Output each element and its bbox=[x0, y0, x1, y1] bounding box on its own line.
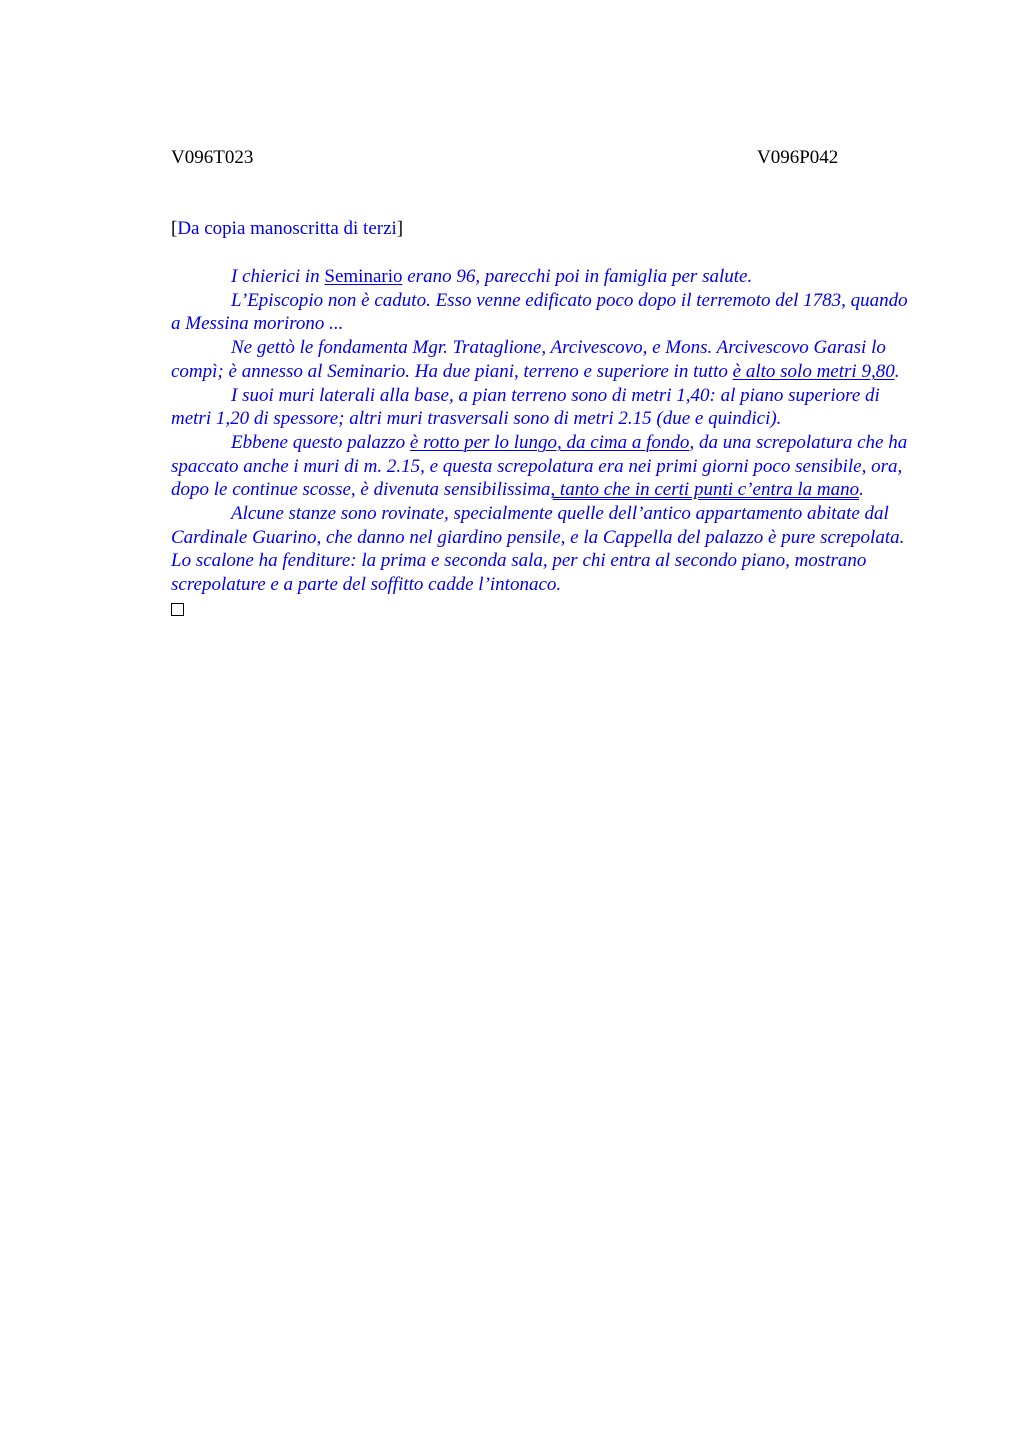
paragraph-4-text: I suoi muri laterali alla base, a pian terreno sono di metri 1,40: al piano superiore di metri 1,20 di spessore; altri muri trasversali sono di metri 2.15 (due e quindici). bbox=[171, 384, 880, 430]
transcription-body bbox=[171, 265, 919, 597]
double-underlined-hand-phrase: , tanto che in certi punti c’entra la mano bbox=[550, 479, 860, 501]
paragraph-4 bbox=[171, 384, 919, 431]
underlined-seminario: Seminario bbox=[324, 266, 403, 287]
source-note-close-bracket: ] bbox=[396, 218, 404, 239]
source-note-open-bracket: [ bbox=[171, 218, 178, 239]
source-note bbox=[171, 217, 919, 241]
volume-code-right: V096P042 bbox=[757, 147, 839, 168]
underlined-crack-phrase: è rotto per lo lungo, da cima a fondo bbox=[409, 431, 690, 453]
paragraph-6 bbox=[171, 502, 919, 597]
paragraph-1-text: I chierici in bbox=[231, 266, 325, 287]
header-row bbox=[171, 146, 919, 170]
paragraph-1 bbox=[171, 265, 919, 289]
paragraph-3-text: Ne gettò le fondamenta Mgr. Trataglione, Arcivescovo, e Mons. Arcivescovo Garasi lo compì; è annesso al Seminario. Ha due piani, terreno e superiore in tutto bbox=[171, 337, 886, 382]
paragraph-1-text-end: erano 96, parecchi poi in famiglia per salute. bbox=[402, 266, 753, 287]
paragraph-2 bbox=[171, 289, 919, 336]
paragraph-6-text: Alcune stanze sono rovinate, specialmente quelle dell’antico appartamento abitate dal Cardinale Guarino, che danno nel giardino pensile, e la Cappella del palazzo è pure screpolata. Lo scalone ha fenditure: la prima e seconda sala, per chi entra al secondo piano, mostrano screpolature e a parte del soffitto cadde l’intonaco. bbox=[171, 503, 905, 596]
paragraph-5-text-end: . bbox=[859, 479, 864, 501]
paragraph-3 bbox=[171, 336, 919, 383]
paragraph-2-text: L’Episcopio non è caduto. Esso venne edificato poco dopo il terremoto del 1783, quando a Messina morirono ... bbox=[171, 289, 908, 335]
paragraph-5-text: Ebbene questo palazzo bbox=[231, 431, 410, 453]
underlined-height: è alto solo metri 9,80 bbox=[732, 360, 895, 382]
paragraph-5-text-middle: , da una screpolatura che ha spaccato anche i muri di m. 2.15, e questa screpolatura era nei primi giorni poco sensibile, ora, dopo le continue scosse, è divenuta sensibilissima bbox=[171, 431, 908, 501]
paragraph-3-text-end: . bbox=[894, 360, 900, 382]
document-page bbox=[171, 146, 919, 616]
paragraph-5 bbox=[171, 431, 919, 502]
source-note-text: Da copia manoscritta di terzi bbox=[177, 218, 397, 239]
end-of-text-box-icon bbox=[171, 603, 184, 616]
volume-code-left: V096T023 bbox=[171, 147, 254, 168]
